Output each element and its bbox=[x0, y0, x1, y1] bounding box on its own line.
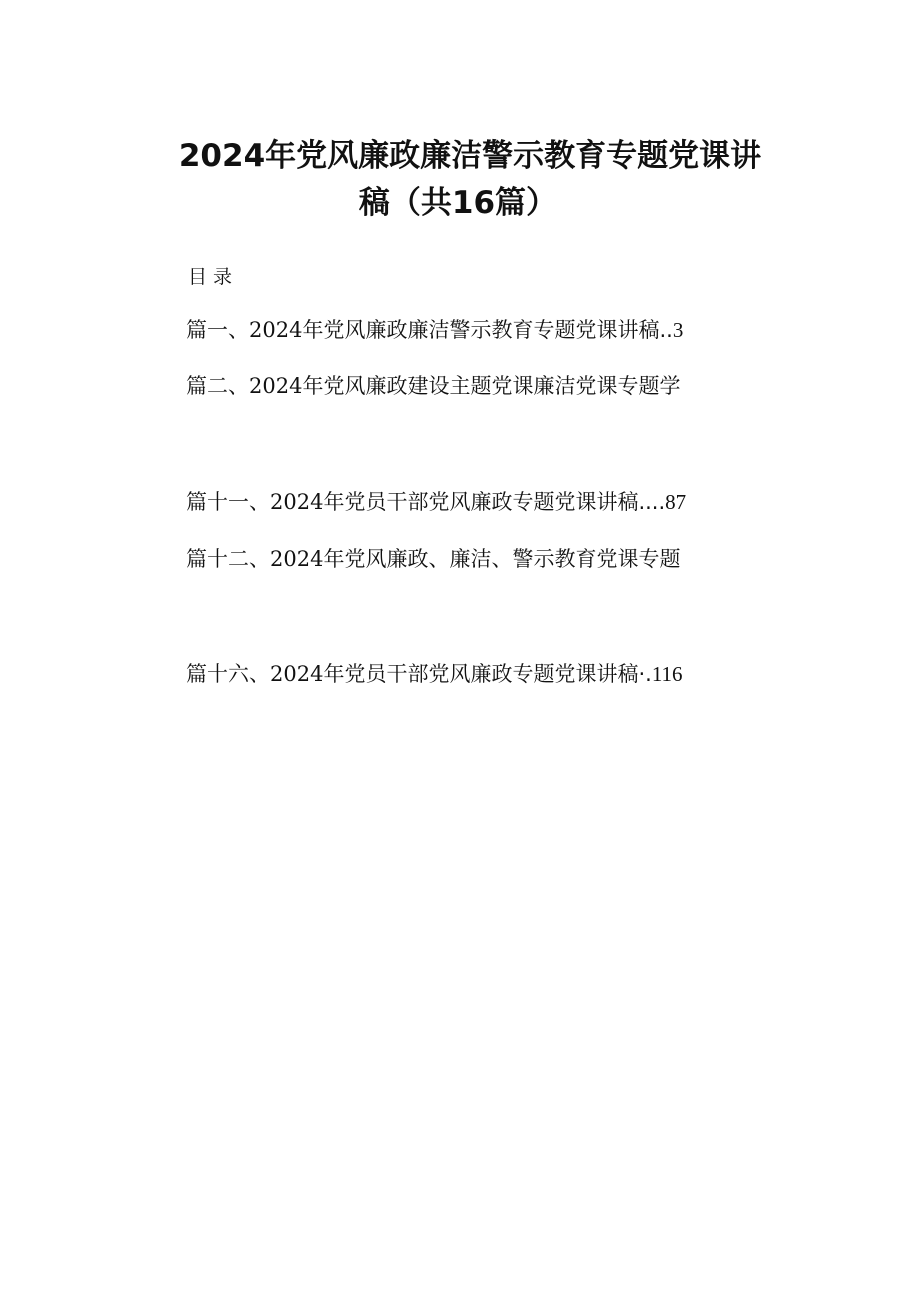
toc-entry-title: 2024年党风廉政廉洁警示教育专题党课讲稿 bbox=[249, 318, 660, 342]
toc-entry-5[interactable] bbox=[186, 659, 746, 689]
toc-entry-label: 篇一、 bbox=[186, 318, 249, 342]
toc-entry-title: 2024年党风廉政、廉洁、警示教育党课专题 bbox=[270, 547, 681, 571]
toc-entry-leader: .. bbox=[659, 318, 673, 342]
toc-entry-leader: ·. bbox=[638, 662, 652, 686]
toc-entry-label: 篇二、 bbox=[186, 374, 249, 398]
toc-heading: 目录 bbox=[188, 266, 239, 288]
toc-entry-2[interactable] bbox=[186, 371, 746, 401]
toc-entry-title: 2024年党风廉政建设主题党课廉洁党课专题学 bbox=[249, 374, 681, 398]
document-title-line-1: 2024年党风廉政廉洁警示教育专题党课讲 bbox=[178, 138, 762, 174]
toc-entry-1[interactable] bbox=[186, 315, 746, 345]
toc-entry-leader: .... bbox=[638, 490, 666, 514]
toc-entry-page-number: 87 bbox=[665, 490, 687, 514]
toc-entry-page-number: 116 bbox=[651, 662, 683, 686]
toc-entry-label: 篇十二、 bbox=[186, 547, 270, 571]
toc-entry-label: 篇十六、 bbox=[186, 662, 270, 686]
toc-entry-page-number: 3 bbox=[672, 318, 684, 342]
toc-entry-title: 2024年党员干部党风廉政专题党课讲稿 bbox=[270, 662, 639, 686]
toc-entry-label: 篇十一、 bbox=[186, 490, 270, 514]
toc-entry-title: 2024年党员干部党风廉政专题党课讲稿 bbox=[270, 490, 639, 514]
toc-entry-3[interactable] bbox=[186, 487, 746, 517]
toc-entry-4[interactable] bbox=[186, 544, 746, 574]
document-title-line-2: 稿（共16篇） bbox=[358, 185, 558, 221]
